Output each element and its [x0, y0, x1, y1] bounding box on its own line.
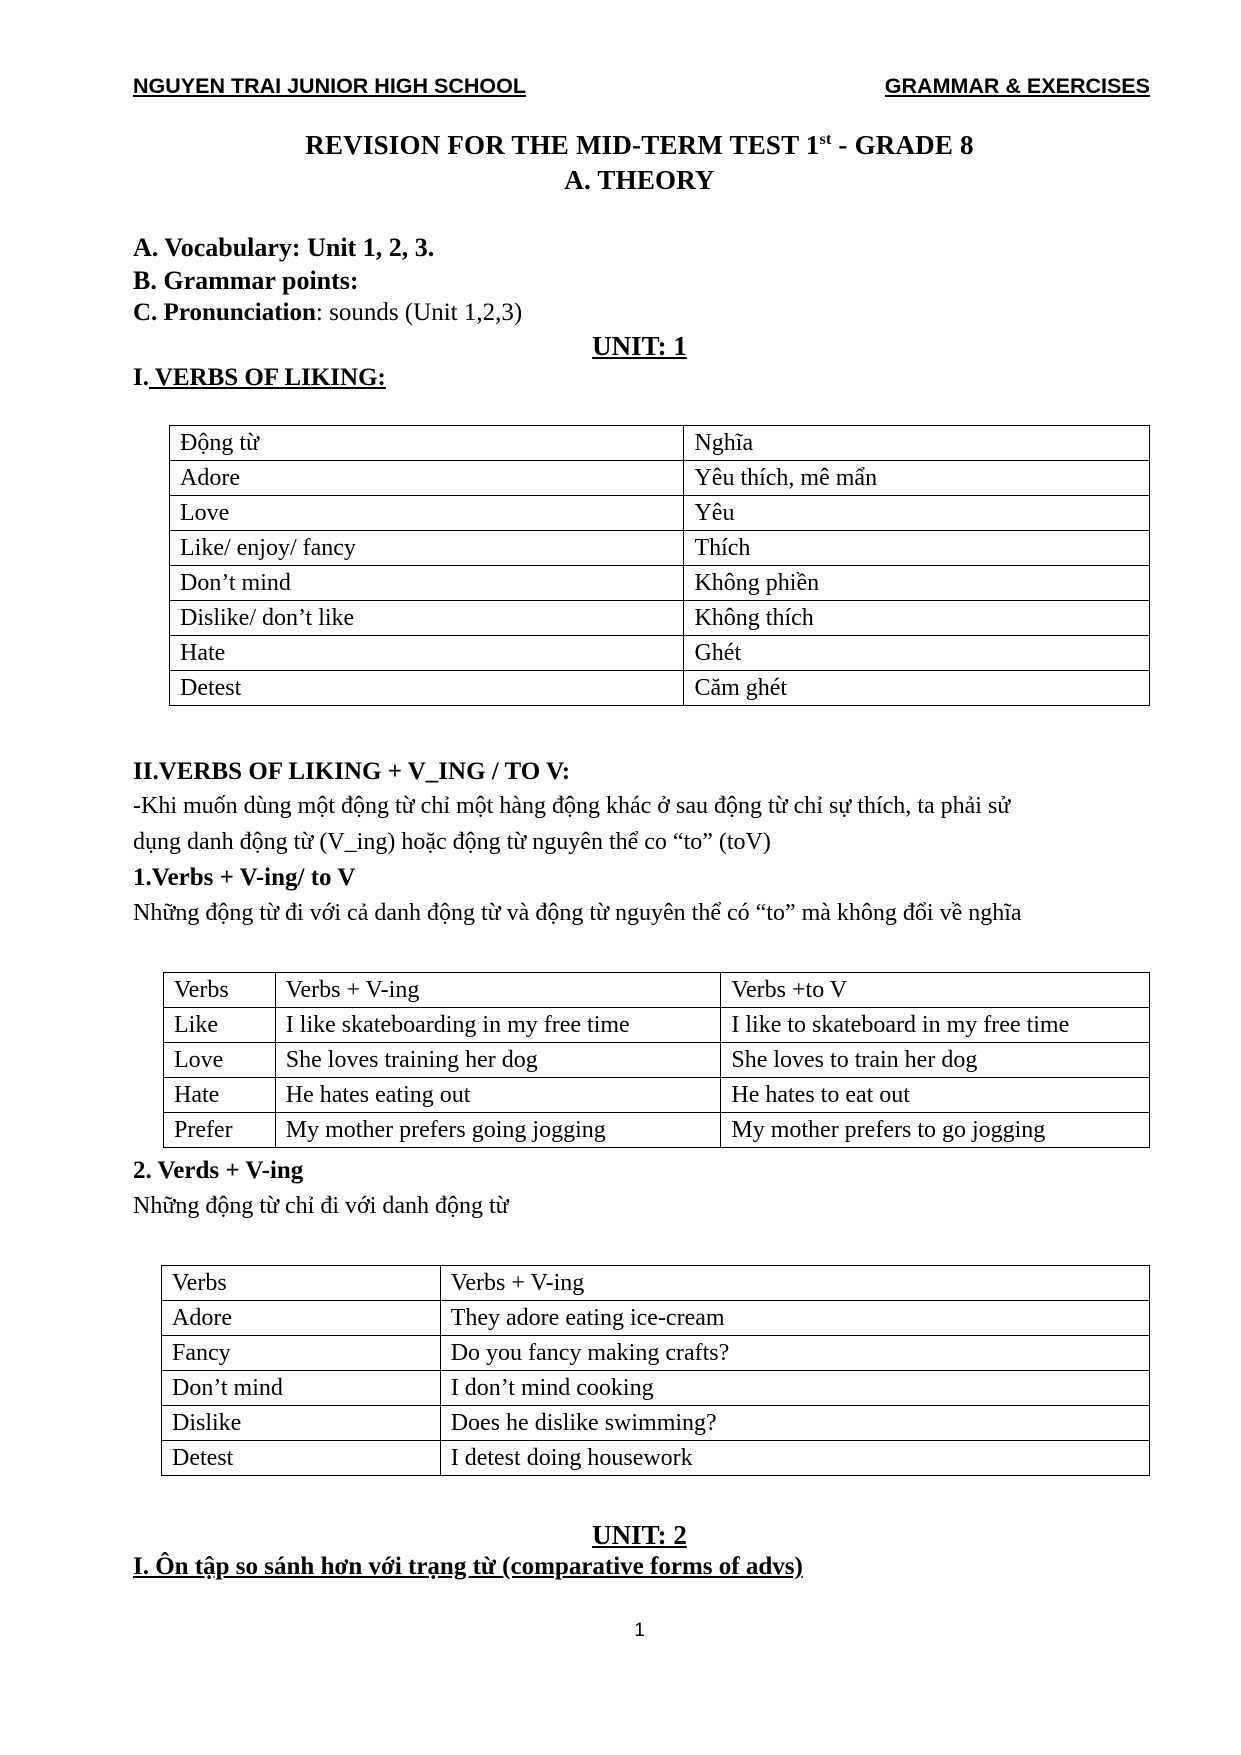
verbs-ving-tov-table-body	[164, 973, 1150, 1148]
table-cell: My mother prefers to go jogging	[721, 1113, 1150, 1148]
table-cell: Ghét	[684, 636, 1150, 671]
verbs-ving-tov-table	[163, 972, 1150, 1148]
table-cell: Căm ghét	[684, 671, 1150, 706]
table-row	[170, 496, 1150, 531]
table-row	[162, 1266, 1150, 1301]
table-header-cell: Verbs	[164, 973, 276, 1008]
table-header-cell: Verbs +to V	[721, 973, 1150, 1008]
unit1-section1-heading	[133, 364, 386, 392]
table-cell: Like	[164, 1008, 276, 1043]
table-cell: Adore	[170, 461, 684, 496]
table-cell: My mother prefers going jogging	[275, 1113, 721, 1148]
table-cell: Don’t mind	[170, 566, 684, 601]
table-row	[170, 671, 1150, 706]
table-cell: She loves training her dog	[275, 1043, 721, 1078]
outline-pronunciation	[133, 299, 522, 327]
table-row	[164, 1008, 1150, 1043]
table-header-cell: Động từ	[170, 426, 684, 461]
subject-name: GRAMMAR & EXERCISES	[884, 74, 1150, 98]
sub2-heading: 2. Verds + V-ing	[133, 1157, 304, 1184]
unit2-heading: UNIT: 2	[592, 1520, 687, 1550]
table-cell: She loves to train her dog	[721, 1043, 1150, 1078]
table-row	[170, 461, 1150, 496]
table-header-cell: Verbs + V-ing	[440, 1266, 1149, 1301]
table-cell: I detest doing housework	[440, 1441, 1149, 1476]
table-row	[164, 1078, 1150, 1113]
table-row	[164, 1113, 1150, 1148]
table-cell: He hates to eat out	[721, 1078, 1150, 1113]
title-main: REVISION FOR THE MID-TERM TEST 1	[305, 130, 820, 160]
table-cell: I don’t mind cooking	[440, 1371, 1149, 1406]
document-title	[0, 130, 1241, 161]
verbs-of-liking-table-body	[170, 426, 1150, 706]
table-cell: Love	[164, 1043, 276, 1078]
table-cell: Không phiền	[684, 566, 1150, 601]
section2-text-line2: dụng danh động từ (V_ing) hoặc động từ nguyên thể co “to” (toV)	[133, 829, 771, 855]
unit2-section1-heading: I. Ôn tập so sánh hơn với trạng từ (comparative forms of advs)	[133, 1553, 803, 1580]
section2-text-line1: -Khi muốn dùng một động từ chỉ một hàng động khác ở sau động từ chỉ sự thích, ta phải sử	[133, 793, 1011, 819]
section-theory-title: A. THEORY	[564, 165, 715, 195]
table-cell: Fancy	[162, 1336, 441, 1371]
verbs-of-liking-table	[169, 425, 1150, 706]
table-row	[170, 531, 1150, 566]
table-row	[162, 1371, 1150, 1406]
table-row	[162, 1301, 1150, 1336]
unit1-heading: UNIT: 1	[592, 331, 687, 361]
table-row	[170, 426, 1150, 461]
table-row	[170, 566, 1150, 601]
table-cell: Does he dislike swimming?	[440, 1406, 1149, 1441]
table-row	[164, 1043, 1150, 1078]
pronunciation-label: C. Pronunciation	[133, 299, 316, 326]
section1-title: VERBS OF LIKING:	[148, 364, 386, 391]
table-cell: Yêu thích, mê mẩn	[684, 461, 1150, 496]
school-name: NGUYEN TRAI JUNIOR HIGH SCHOOL	[133, 74, 526, 98]
sub1-text: Những động từ đi với cả danh động từ và động từ nguyên thể có “to” mà không đổi về nghĩa	[133, 900, 1022, 926]
table-cell: Love	[170, 496, 684, 531]
table-header-cell: Verbs + V-ing	[275, 973, 721, 1008]
table-cell: Thích	[684, 531, 1150, 566]
table-cell: I like to skateboard in my free time	[721, 1008, 1150, 1043]
table-cell: Hate	[164, 1078, 276, 1113]
table-row	[170, 636, 1150, 671]
table-cell: I like skateboarding in my free time	[275, 1008, 721, 1043]
table-row	[162, 1336, 1150, 1371]
table-cell: Don’t mind	[162, 1371, 441, 1406]
table-cell: Do you fancy making crafts?	[440, 1336, 1149, 1371]
table-cell: Adore	[162, 1301, 441, 1336]
table-row	[162, 1406, 1150, 1441]
table-cell: He hates eating out	[275, 1078, 721, 1113]
table-row	[164, 973, 1150, 1008]
title-grade: - GRADE 8	[831, 130, 974, 160]
table-row	[162, 1441, 1150, 1476]
section1-prefix: I.	[133, 364, 149, 391]
table-header-cell: Verbs	[162, 1266, 441, 1301]
page-number: 1	[634, 1620, 645, 1641]
verbs-ving-only-table-body	[162, 1266, 1150, 1476]
table-cell: Dislike	[162, 1406, 441, 1441]
verbs-ving-only-table	[161, 1265, 1150, 1476]
table-cell: Hate	[170, 636, 684, 671]
sub1-heading: 1.Verbs + V-ing/ to V	[133, 864, 356, 891]
title-superscript: st	[819, 131, 832, 148]
outline-grammar: B. Grammar points:	[133, 266, 359, 295]
page-header	[133, 74, 1150, 104]
unit1-section2-heading: II.VERBS OF LIKING + V_ING / TO V:	[133, 758, 571, 785]
table-cell: Prefer	[164, 1113, 276, 1148]
table-cell: They adore eating ice-cream	[440, 1301, 1149, 1336]
table-header-cell: Nghĩa	[684, 426, 1150, 461]
table-cell: Yêu	[684, 496, 1150, 531]
table-cell: Like/ enjoy/ fancy	[170, 531, 684, 566]
table-cell: Dislike/ don’t like	[170, 601, 684, 636]
table-row	[170, 601, 1150, 636]
outline-vocabulary: A. Vocabulary: Unit 1, 2, 3.	[133, 233, 435, 262]
pronunciation-text: : sounds (Unit 1,2,3)	[315, 299, 523, 326]
table-cell: Không thích	[684, 601, 1150, 636]
table-cell: Detest	[162, 1441, 441, 1476]
sub2-text: Những động từ chỉ đi với danh động từ	[133, 1193, 509, 1219]
table-cell: Detest	[170, 671, 684, 706]
